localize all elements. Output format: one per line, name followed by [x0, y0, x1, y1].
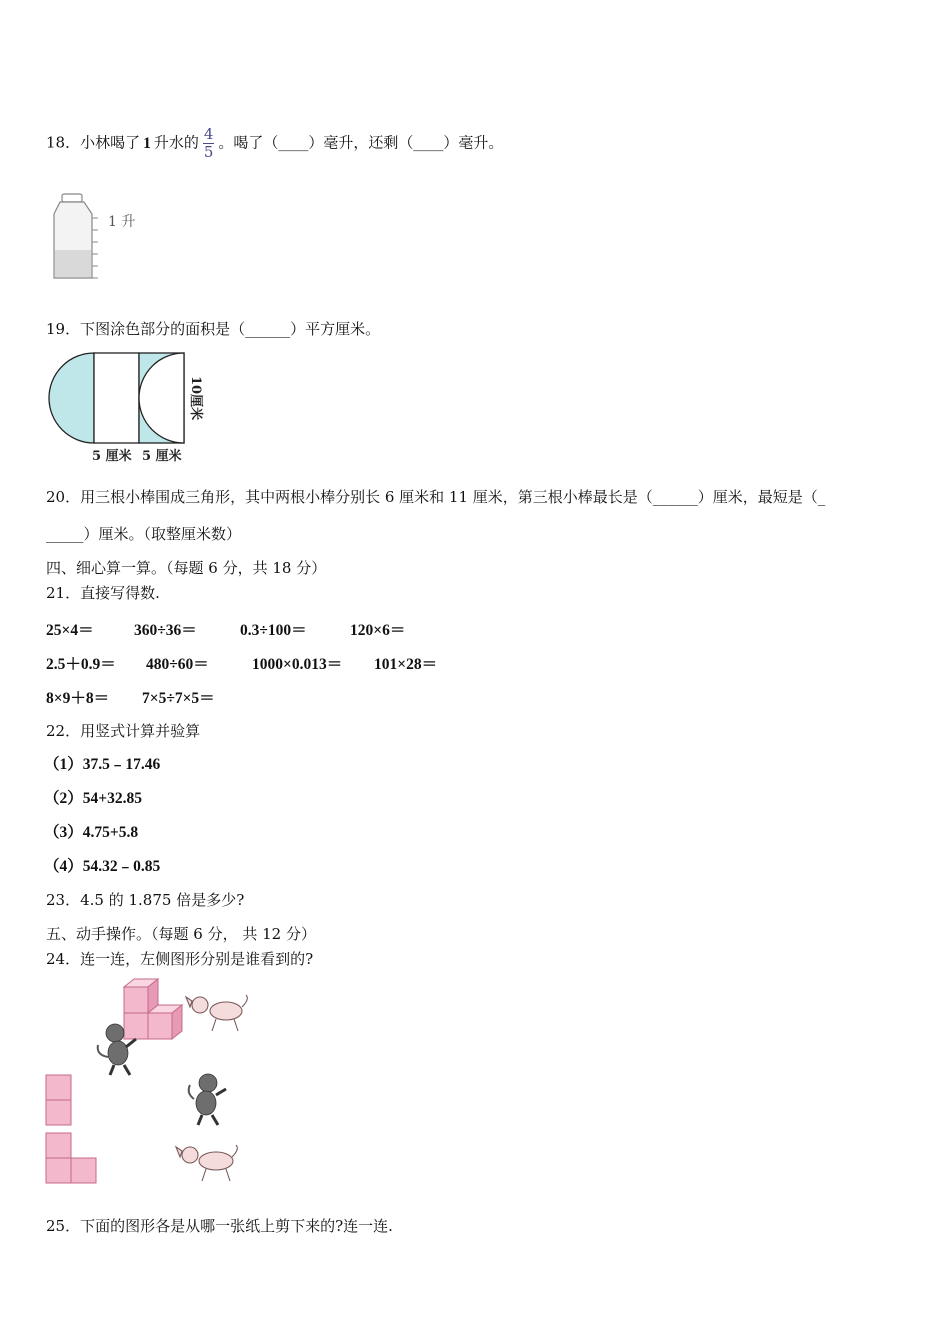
- middle-rectangle: [94, 353, 139, 443]
- q18-text: [46, 126, 503, 161]
- q22-item: （2）54+32.85: [44, 790, 142, 807]
- section4-title: 四、细心算一算。（每题 6 分，共 18 分）: [46, 559, 327, 577]
- bottle-label: 1 升: [108, 214, 136, 230]
- monkey-icon: [189, 1074, 226, 1125]
- pink-cube-stack: [124, 979, 182, 1039]
- q22-item: （4）54.32﹣0.85: [44, 858, 161, 875]
- shaded-area-figure: [44, 348, 224, 470]
- q18-part-a: 18．小林喝了: [46, 133, 141, 152]
- section5-title: 五、动手操作。（每题 6 分， 共 12 分）: [46, 925, 316, 943]
- q22-item: （3）4.75+5.8: [44, 824, 139, 841]
- q24-text: 24．连一连，左侧图形分别是谁看到的?: [46, 950, 314, 968]
- views-matching-figure: [40, 975, 270, 1190]
- q23-text: 23．4.5 的 1.875 倍是多少?: [46, 891, 245, 909]
- bottle-cap: [62, 194, 82, 202]
- q21-row1: [0, 618, 950, 640]
- side-length-label: 10厘米: [188, 376, 203, 421]
- q22-item: （1）37.5﹣17.46: [44, 756, 161, 773]
- bottom-label-1: 5 厘米: [92, 449, 132, 464]
- calc-item: 101×28＝: [374, 656, 438, 673]
- calc-item: 8×9＋8＝: [46, 690, 110, 707]
- view-shape-vertical: [46, 1075, 71, 1125]
- bottom-label-2: 5 厘米: [142, 449, 182, 464]
- q18-part-c: 升水的: [153, 133, 199, 152]
- q22-title: 22．用竖式计算并验算: [46, 722, 201, 740]
- q21-row3: [0, 686, 950, 708]
- q21-row2: [0, 652, 950, 674]
- calc-item: 120×6＝: [350, 622, 406, 639]
- dog-icon: [186, 995, 247, 1031]
- view-shape-l: [46, 1133, 96, 1183]
- calc-item: 2.5＋0.9＝: [46, 656, 116, 673]
- bottle-water: [55, 250, 91, 277]
- fraction-numerator: 4: [203, 125, 214, 143]
- q19-text: 19．下图涂色部分的面积是（______）平方厘米。: [46, 320, 381, 338]
- q18-part-b: 1: [143, 134, 151, 152]
- q20-line1: 20．用三根小棒围成三角形，其中两根小棒分别长 6 厘米和 11 厘米，第三根小棒最长是（______）厘米，最短是（_: [46, 488, 826, 506]
- dog-icon: [176, 1145, 237, 1181]
- q21-title: 21．直接写得数.: [46, 584, 160, 602]
- fraction-denominator: 5: [203, 143, 214, 161]
- water-bottle-figure: [50, 190, 150, 285]
- calc-item: 0.3÷100＝: [240, 622, 307, 639]
- q18-part-d: 。喝了（____）毫升，还剩（____）毫升。: [218, 133, 504, 152]
- calc-item: 7×5÷7×5＝: [142, 690, 215, 707]
- q20-line2: _____）厘米。（取整厘米数）: [46, 525, 242, 543]
- calc-item: 360÷36＝: [134, 622, 197, 639]
- left-half-circle: [49, 353, 94, 443]
- calc-item: 480÷60＝: [146, 656, 209, 673]
- calc-item: 1000×0.013＝: [252, 656, 343, 673]
- fraction-four-fifths: [203, 126, 215, 161]
- q25-text: 25．下面的图形各是从哪一张纸上剪下来的?连一连.: [46, 1217, 393, 1235]
- calc-item: 25×4＝: [46, 622, 94, 639]
